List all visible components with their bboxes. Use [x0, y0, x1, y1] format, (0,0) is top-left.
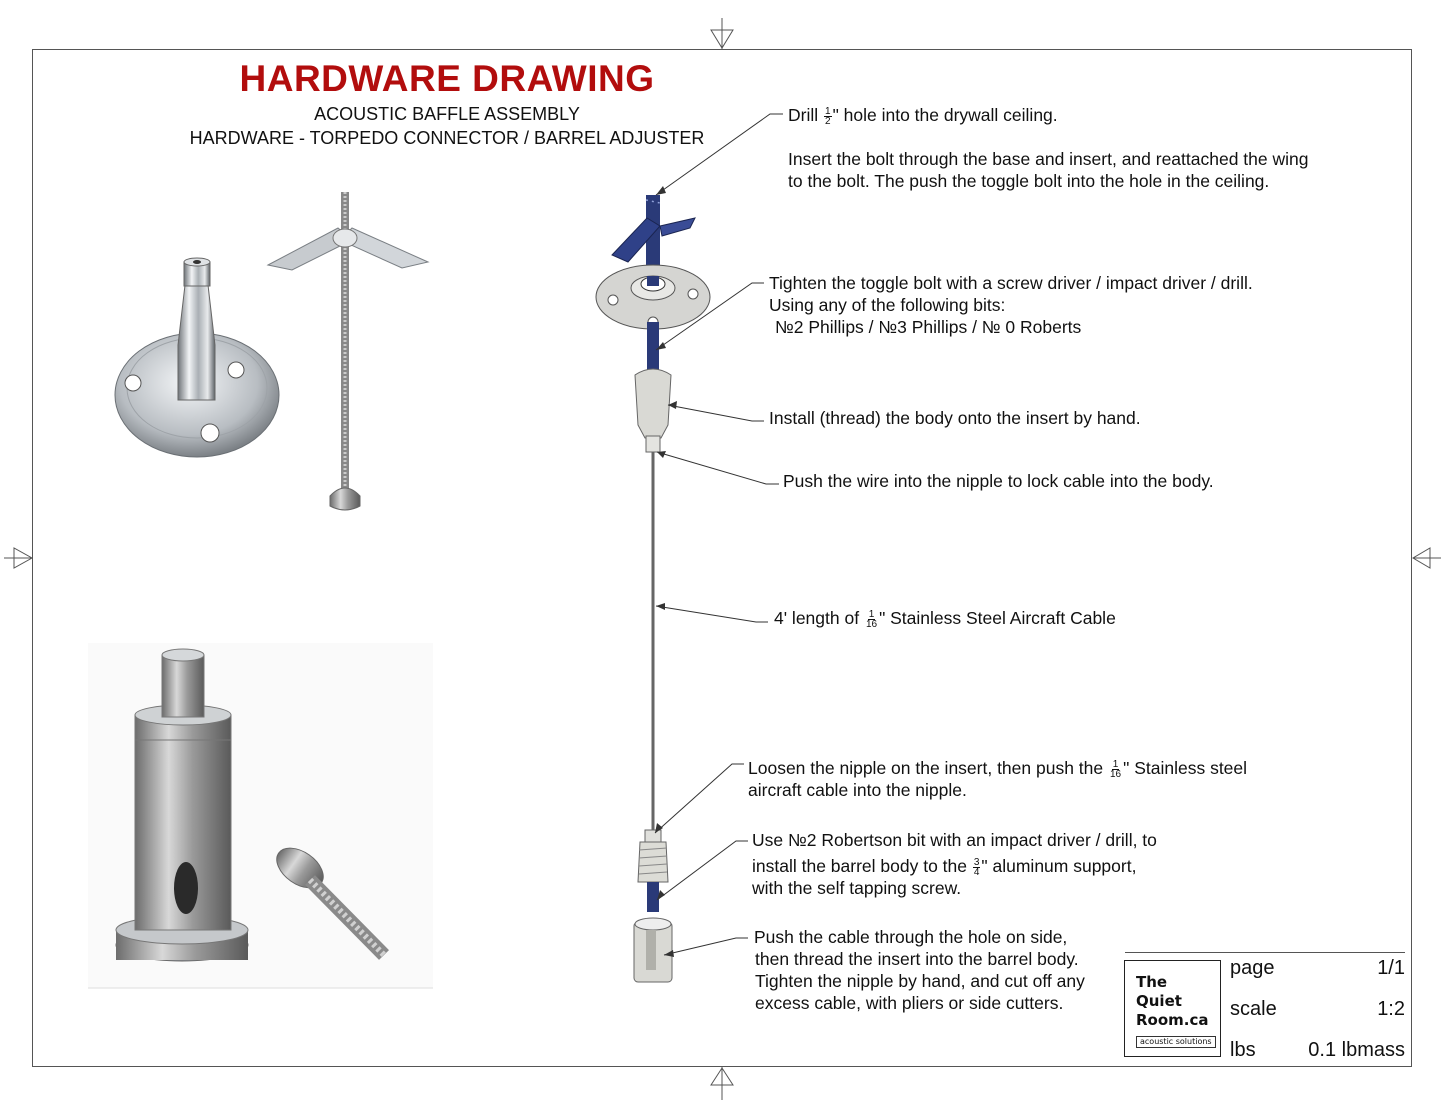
assembly-diagram	[596, 195, 710, 982]
toggle-bolt-photo	[268, 192, 428, 510]
registration-mark-right	[1413, 548, 1441, 568]
step-cable-length: 4' length of $\frac{1}{16}$ " Stainless Steel Aircraft Cable	[774, 608, 1116, 630]
step-drill-hole: Drill $\frac{1}{2}$ " hole into the drywall ceiling. Insert the bolt through the base and insert, and reattached the wing to the bolt. The push the toggle bolt into the hole in the ceiling.	[788, 105, 1309, 191]
fraction-sixteenth: $\frac{1}{16}$	[1110, 758, 1122, 780]
registration-mark-left	[4, 548, 32, 568]
drawing-subtitle-hardware: HARDWARE - TORPEDO CONNECTOR / BARREL ADJUSTER	[189, 128, 705, 148]
drawing-title: HARDWARE DRAWING	[239, 58, 655, 99]
torpedo-connector-photo	[115, 258, 279, 457]
fraction-three-quarter: $\frac{3}{4}$	[973, 856, 980, 878]
step-push-wire: Push the wire into the nipple to lock cable into the body.	[783, 471, 1214, 491]
fraction-half: $\frac{1}{2}$	[825, 105, 831, 127]
drawing-subtitle-assembly: ACOUSTIC BAFFLE ASSEMBLY	[314, 104, 580, 124]
step-install-barrel-body: Use №2 Robertson bit with an impact driver / drill, to install the barrel body to the $\frac{3}{4}$ " aluminum support, with the self tapping screw.	[752, 830, 1157, 898]
barrel-adjuster-photo	[88, 643, 433, 988]
logo-tagline: acoustic solutions	[1136, 1036, 1216, 1048]
step-install-body: Install (thread) the body onto the insert by hand.	[769, 408, 1141, 428]
company-logo: The Quiet Room.ca acoustic solutions	[1124, 960, 1221, 1057]
registration-mark-top	[711, 18, 733, 50]
step-loosen-nipple: Loosen the nipple on the insert, then push the $\frac{1}{16}$ " Stainless steel aircraft cable into the nipple.	[748, 758, 1248, 800]
title-block-divider	[1125, 952, 1405, 953]
registration-mark-bottom	[711, 1066, 733, 1100]
fraction-sixteenth: $\frac{1}{16}$	[865, 608, 878, 630]
step-push-cable-through: Push the cable through the hole on side, then thread the insert into the barrel body. Tighten the nipple by hand, and cut off any excess cable, with pliers or side cutters.	[754, 927, 1085, 1013]
step-tighten-toggle-bolt: Tighten the toggle bolt with a screw driver / impact driver / drill. Using any of the following bits: №2 Phillips / №3 Phillips / № 0 Roberts	[769, 273, 1253, 337]
